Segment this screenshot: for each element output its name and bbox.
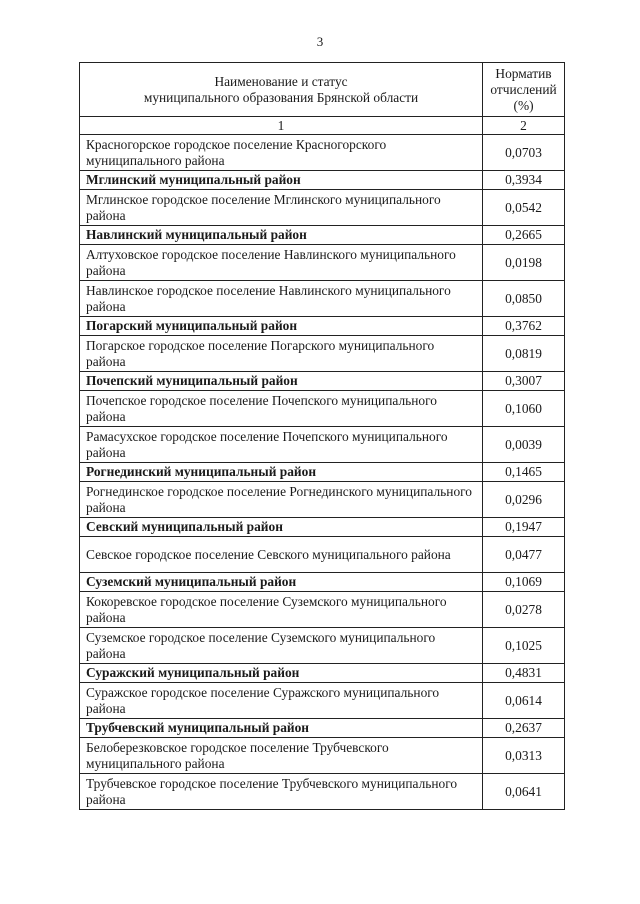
header-value-line3: (%): [513, 97, 534, 113]
row-value: 0,0039: [483, 427, 565, 463]
row-name: Погарское городское поселение Погарского муниципального района: [80, 336, 483, 372]
header-value-line1: Норматив: [495, 65, 552, 81]
row-value: 0,4831: [483, 664, 565, 683]
table-row: [80, 683, 565, 719]
row-name: Рогнединский муниципальный район: [80, 463, 483, 482]
table-row: [80, 245, 565, 281]
table-row: [80, 774, 565, 810]
row-value: 0,0296: [483, 482, 565, 518]
row-value: 0,1025: [483, 628, 565, 664]
row-value: 0,0850: [483, 281, 565, 317]
row-value: 0,0703: [483, 135, 565, 171]
page-number: 3: [316, 34, 324, 49]
row-value: 0,2637: [483, 719, 565, 738]
row-name: Кокоревское городское поселение Суземского муниципального района: [80, 592, 483, 628]
row-name: Мглинский муниципальный район: [80, 171, 483, 190]
row-value: 0,1069: [483, 573, 565, 592]
row-value: 0,0614: [483, 683, 565, 719]
row-name: Алтуховское городское поселение Навлинского муниципального района: [80, 245, 483, 281]
header-value-cell: [483, 63, 565, 117]
table-row: [80, 537, 565, 573]
table-row: [80, 391, 565, 427]
table-row: [80, 738, 565, 774]
row-value: 0,1947: [483, 518, 565, 537]
column-number-row: [80, 117, 565, 135]
table-row-district: [80, 719, 565, 738]
table-row-district: [80, 573, 565, 592]
table-header-row: [80, 63, 565, 117]
table-row: [80, 336, 565, 372]
row-name: Красногорское городское поселение Красногорского муниципального района: [80, 135, 483, 171]
header-name-line1: Наименование и статус: [214, 73, 348, 89]
header-name-cell: [80, 63, 483, 117]
row-name: Рогнединское городское поселение Рогнединского муниципального района: [80, 482, 483, 518]
row-name: Рамасухское городское поселение Почепского муниципального района: [80, 427, 483, 463]
row-value: 0,0198: [483, 245, 565, 281]
table-row-district: [80, 226, 565, 245]
row-name: Мглинское городское поселение Мглинского муниципального района: [80, 190, 483, 226]
table-row-district: [80, 664, 565, 683]
row-name: Навлинский муниципальный район: [80, 226, 483, 245]
table-row: [80, 281, 565, 317]
header-name-line2: муниципального образования Брянской области: [143, 89, 419, 105]
table-row-district: [80, 317, 565, 336]
row-value: 0,0819: [483, 336, 565, 372]
row-name: Суражский муниципальный район: [80, 664, 483, 683]
row-value: 0,0313: [483, 738, 565, 774]
deduction-norms-table: [79, 62, 565, 810]
header-value-line2: отчислений: [490, 81, 557, 97]
row-name: Трубчевский муниципальный район: [80, 719, 483, 738]
row-name: Трубчевское городское поселение Трубчевского муниципального района: [80, 774, 483, 810]
row-value: 0,3934: [483, 171, 565, 190]
row-value: 0,0641: [483, 774, 565, 810]
table-row: [80, 190, 565, 226]
row-name: Почепский муниципальный район: [80, 372, 483, 391]
table-row: [80, 628, 565, 664]
row-value: 0,0542: [483, 190, 565, 226]
table-row-district: [80, 463, 565, 482]
row-name: Севское городское поселение Севского муниципального района: [80, 537, 483, 573]
row-name: Суземское городское поселение Суземского муниципального района: [80, 628, 483, 664]
row-name: Суземский муниципальный район: [80, 573, 483, 592]
row-value: 0,2665: [483, 226, 565, 245]
row-name: Погарский муниципальный район: [80, 317, 483, 336]
row-name: Суражское городское поселение Суражского муниципального района: [80, 683, 483, 719]
table-row: [80, 135, 565, 171]
row-value: 0,0278: [483, 592, 565, 628]
row-value: 0,1060: [483, 391, 565, 427]
row-value: 0,1465: [483, 463, 565, 482]
row-value: 0,0477: [483, 537, 565, 573]
table-row-district: [80, 372, 565, 391]
table-row: [80, 482, 565, 518]
row-name: Севский муниципальный район: [80, 518, 483, 537]
table-row: [80, 592, 565, 628]
row-value: 0,3762: [483, 317, 565, 336]
table-row: [80, 427, 565, 463]
row-name: Белоберезковское городское поселение Трубчевского муниципального района: [80, 738, 483, 774]
table-row-district: [80, 518, 565, 537]
column-number-2: 2: [483, 117, 565, 135]
row-name: Почепское городское поселение Почепского муниципального района: [80, 391, 483, 427]
row-value: 0,3007: [483, 372, 565, 391]
row-name: Навлинское городское поселение Навлинского муниципального района: [80, 281, 483, 317]
table-row-district: [80, 171, 565, 190]
column-number-1: 1: [80, 117, 483, 135]
